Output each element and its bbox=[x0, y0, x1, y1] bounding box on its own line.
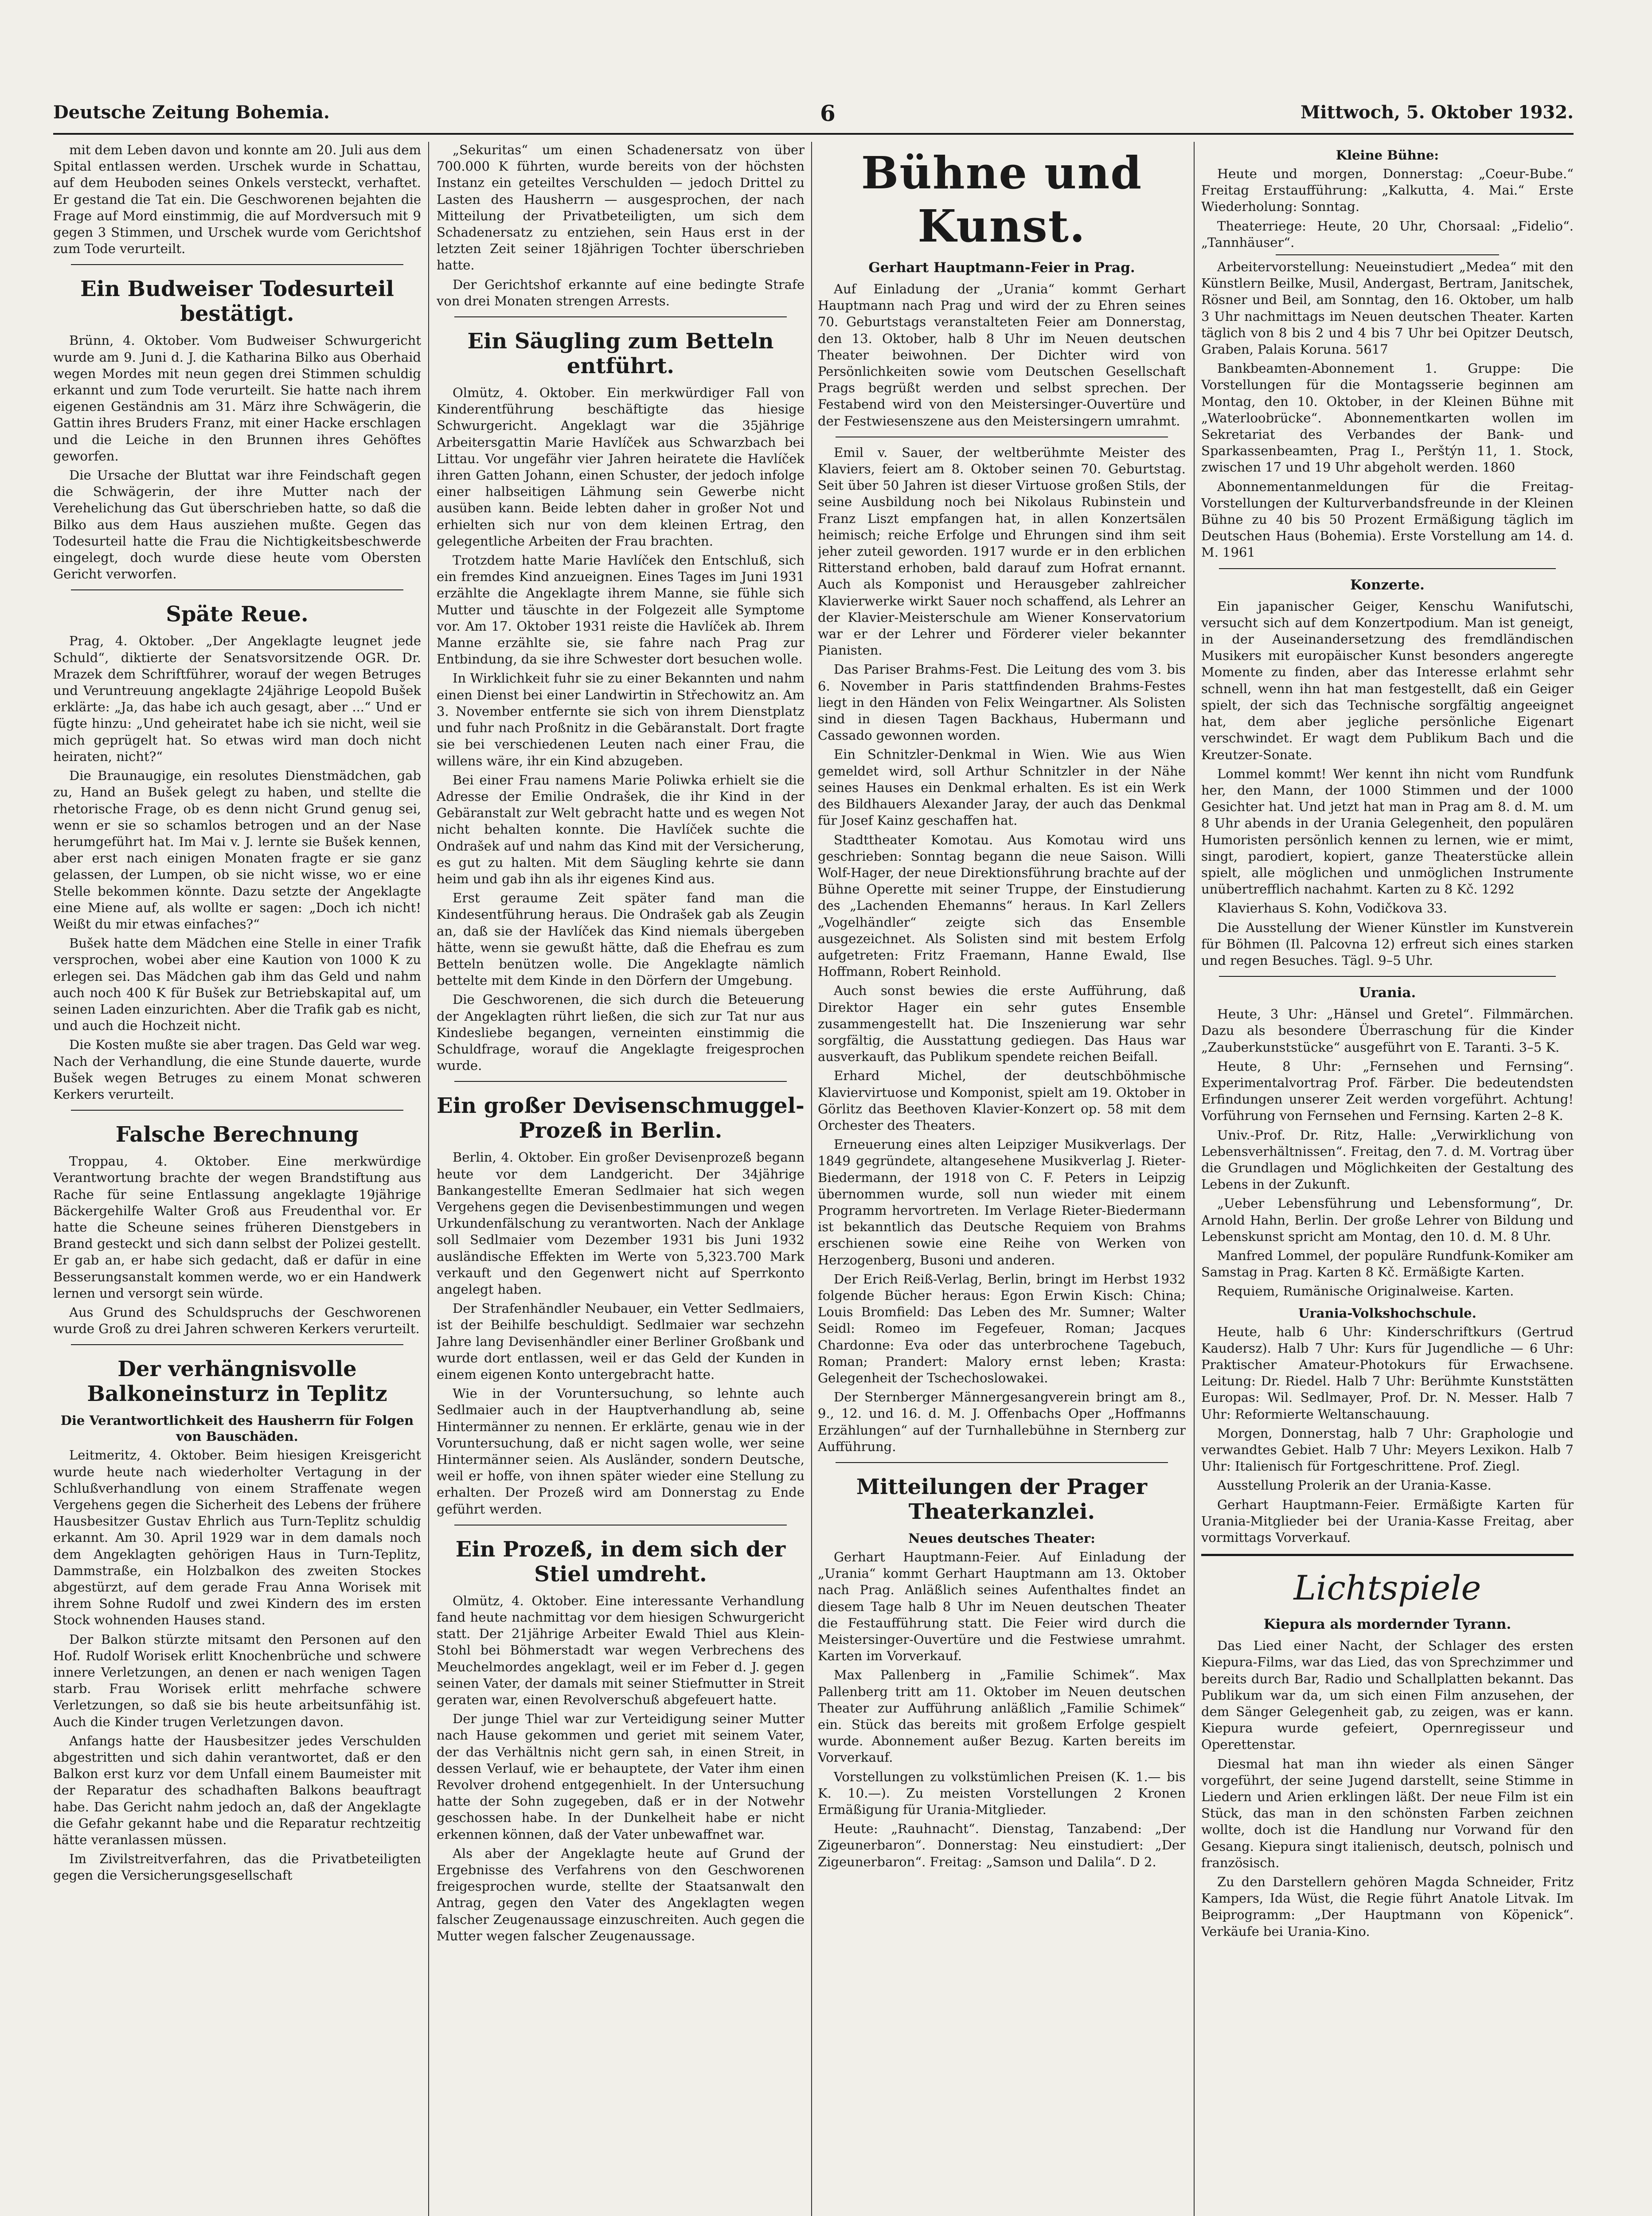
article-text: Die Braunaugige, ein resolutes Dienstmädchen, gab zu, Hand an Bušek gelegt zu haben, und stellte die rhetorische Frage, ob es denn nicht Grund genug sei, wenn er sie so schamlos betrogen und an der Nase herumgeführt hat. Im Mai v. J. lernte sie Bušek kennen, aber erst nach einigen Monaten fragte er sie ganz gelassen, der Lumpen, ob sie nicht wisse, wo er eine Stelle bekommen könnte. Dazu setzte der Angeklagte eine Miene auf, als wollte er sagen: „Doch ich nicht! Weißt du mir etwas einfaches?“ bbox=[53, 768, 421, 932]
article-text: Das Lied einer Nacht, der Schlager des ersten Kiepura-Films, war das Lied, das von Sprechzimmer und bereits durch Bar, Radio und Schallplatten bekannt. Das Publikum war da, um sich einen Film anzusehen, der dem Sänger Gelegenheit gab, zu zeigen, was er kann. Kiepura wurde gefeiert, Opernregisseur und Operettenstar. bbox=[1201, 1638, 1574, 1752]
section-title: Lichtspiele bbox=[1293, 1568, 1481, 1608]
column-divider bbox=[811, 142, 812, 2216]
article-text: Ausstellung Prolerik an der Urania-Kasse. bbox=[1217, 1478, 1492, 1493]
short-divider bbox=[1276, 254, 1499, 255]
article-text: Klavierhaus S. Kohn, Vodičkova 33. bbox=[1217, 901, 1447, 916]
article-text: Der junge Thiel war zur Verteidigung seiner Mutter nach Hause gekommen und geriet mit seinem Vater, der das Verhältnis nicht gern sah, in einen Streit, in dessen Verlauf, wie er behauptete, der Vater ihm einen Revolver drohend entgegenhielt. In der Untersuchung hatte der Sohn zugegeben, daß er in der Notwehr geschossen habe. In der Dunkelheit habe er nicht erkennen können, daß der Vater unbewaffnet war. bbox=[437, 1711, 805, 1842]
article-text: Der Erich Reiß-Verlag, Berlin, bringt im Herbst 1932 folgende Bücher heraus: Egon Erwin Kisch: China; Louis Bromfield: Das Leben des Mr. Sumner; Walter Seidl: Romeo im Fegefeuer, Roman; Jacques Chardonne: Eva oder das unterbrochene Tagebuch, Roman; Prandert: Malory ernst leben; Krasta: Gelegenheit der Tschechoslowakei. bbox=[818, 1271, 1186, 1385]
article-text: Bušek hatte dem Mädchen eine Stelle in einer Trafik versprochen, wobei aber eine Kaution von 1000 K zu erlegen sei. Das Mädchen gab ihm das Geld und nahm auch noch 400 K für Bušek zur Betriebskapital auf, um seinen Laden einzurichten. Aber die Trafik gab es nicht, und auch die Hochzeit nicht. bbox=[53, 936, 421, 1034]
article-text: Heute, halb 6 Uhr: Kinderschriftkurs (Gertrud Kaudersz). Halb 7 Uhr: Kurs für Jugendliche — 6 Uhr: Praktischer Amateur-Photokurs für Erwachsene. Leitung: Dr. Riedel. Halb 7 Uhr: Berühmte Kunststätten Europas: Wil. Sedlmayer, Prof. Dr. N. Messer. Halb 7 Uhr: Reformierte Weltanschauung. bbox=[1201, 1324, 1574, 1422]
article-text: Arbeitervorstellung: Neueinstudiert „Medea“ mit den Künstlern Beilke, Musil, Andergast, Bertram, Janitschek, Rösner und Beil, am Sonntag, den 16. Oktober, um halb 3 Uhr nachmittags im Neuen deutschen Theater. Karten täglich von 8 bis 2 und 4 bis 7 Uhr bei Opitzer Deutsch, Graben, Palais Koruna. 5617 bbox=[1201, 259, 1574, 357]
article-text: Troppau, 4. Oktober. Eine merkwürdige Verantwortung brachte der wegen Brandstiftung aus Rache für seine Entlassung angeklagte 19jährige Bäckergehilfe Walter Groß aus Freudenthal vor. Er hatte die Scheune seines früheren Dienstgebers in Brand gesteckt und sich dann selbst der Polizei gestellt. Er gab an, er habe sich gedacht, daß er dafür in eine Besserungsanstalt kommen werde, wo er ein Handwerk lernen und versorgt sein würde. bbox=[53, 1154, 421, 1301]
article-divider bbox=[71, 264, 403, 265]
article-divider bbox=[454, 316, 787, 317]
article-divider bbox=[1219, 976, 1556, 977]
article-text: Lommel kommt! Wer kennt ihn nicht vom Rundfunk her, den Mann, der 1000 Stimmen und der 1000 Gesichter hat. Und jetzt hat man in Prag am 8. d. M. um 8 Uhr abends in der Urania Gelegenheit, den populären Humoristen persönlich kennen zu lernen, wie er mimt, singt, parodiert, kopiert, ganze Theaterstücke allein spielt, alle möglichen und unmöglichen Instrumente unübertrefflich nachahmt. Karten zu 8 Kč. 1292 bbox=[1201, 766, 1574, 897]
column-divider bbox=[1194, 142, 1195, 2216]
article-subheading: Urania-Volkshochschule. bbox=[1298, 1305, 1476, 1321]
page-header bbox=[53, 102, 1574, 133]
article-text: Die Ausstellung der Wiener Künstler im Kunstverein für Böhmen (Il. Palcovna 12) erfreut sich eines starken und regen Besuches. Tägl. 9–5 Uhr. bbox=[1201, 920, 1574, 968]
article-text: Leitmeritz, 4. Oktober. Beim hiesigen Kreisgericht wurde heute nach wiederholter Vertagung in der Schlußverhandlung von einem Straffenate wegen Vergehens gegen die Sicherheit des Lebens der frühere Hausbesitzer Gustav Ehrlich aus Turn-Teplitz schuldig erkannt. Am 30. April 1929 war in dem damals noch dem Angeklagten gehörigen Haus in Turn-Teplitz, Dammstraße, ein Holzbalkon des zweiten Stockes abgestürzt, auf dem gerade Frau Anna Worisek mit ihrem Sohne Rudolf und zwei Kindern des im ersten Stock wohnenden Hauses stand. bbox=[53, 1447, 421, 1628]
article-text: Auf Einladung der „Urania“ kommt Gerhart Hauptmann nach Prag und wird der zu Ehren seines 70. Geburtstags veranstalteten Feier am Donnerstag, den 13. Oktober, halb 8 Uhr im Neuen deutschen Theater beiwohnen. Der Dichter wird von Persönlichkeiten sowie vom Deutschen Gesellschaft Prags begrüßt werden und selbst sprechen. Der Festabend wird von den Meistersinger-Ouvertüre und der Festwiesenszene aus den Meistersingern umrahmt. bbox=[818, 281, 1186, 429]
article-divider bbox=[71, 1110, 403, 1111]
article-text: Ein Schnitzler-Denkmal in Wien. Wie aus Wien gemeldet wird, soll Arthur Schnitzler in der Nähe seines Hauses ein Denkmal erhalten. Es ist ein Werk des Bildhauers Alexander Jaray, der auch das Denkmal für Josef Kainz geschaffen hat. bbox=[818, 747, 1186, 828]
article-text: Der Gerichtshof erkannte auf eine bedingte Strafe von drei Monaten strengen Arrests. bbox=[437, 277, 805, 308]
article-text: Anfangs hatte der Hausbesitzer jedes Verschulden abgestritten und sich dahin verantwortet, daß er den Balkon erst kurz vor dem Unfall einem Baumeister mit der Reparatur des schadhaften Balkons beauftragt habe. Das Gericht nahm jedoch an, daß der Angeklagte die Gefahr gekannt habe und die Reparatur rechtzeitig hätte veranlassen müssen. bbox=[53, 1733, 421, 1848]
article-text: Bankbeamten-Abonnement 1. Gruppe: Die Vorstellungen für die Montagsserie beginnen am Montag, den 10. Oktober, in der Kleinen Bühne mit „Waterloobrücke“. Abonnementkarten wollen im Sekretariat des Verbandes der Bank- und Sparkassenbeamten, Prag I., Perštýn 11, 1. Stock, zwischen 17 und 19 Uhr abgeholt werden. 1860 bbox=[1201, 361, 1574, 475]
article-text: Erneuerung eines alten Leipziger Musikverlags. Der 1849 gegründete, altangesehene Musikverlag J. Rieter-Biedermann, der 1918 von C. F. Peters in Leipzig übernommen wurde, soll nun wieder mit einem Programm hervortreten. Im Verlage Rieter-Biedermann ist bekanntlich das Deutsche Requiem von Brahms erschienen sowie eine Reihe von Werken von Herzogenberg, Busoni und anderen. bbox=[818, 1137, 1186, 1268]
article-text: Olmütz, 4. Oktober. Eine interessante Verhandlung fand heute nachmittag vor dem hiesigen Schwurgericht statt. Der 21jährige Arbeiter Ewald Thiel aus Klein-Stohl bei Böhmerstadt war wegen Verbrechens des Meuchelmordes angeklagt, weil er im Feber d. J. gegen seinen Vater, der damals mit seiner Stiefmutter in Streit geraten war, einen Revolverschuß abgefeuert hatte. bbox=[437, 1593, 805, 1708]
column-4 bbox=[1201, 142, 1574, 2216]
article-text: Auch sonst bewies die erste Aufführung, daß Direktor Hager ein sehr gutes Ensemble zusammengestellt hat. Die Inszenierung war sehr sorgfältig, die Ausstattung gediegen. Das Haus war ausverkauft, das Publikum spendete reichen Beifall. bbox=[818, 983, 1186, 1065]
article-text: Aus Grund des Schuldspruchs der Geschworenen wurde Groß zu drei Jahren schweren Kerkers verurteilt. bbox=[53, 1304, 421, 1337]
article-heading: Falsche Berechnung bbox=[115, 1122, 359, 1147]
article-divider bbox=[454, 1081, 787, 1082]
article-subheading: Neues deutsches Theater: bbox=[908, 1531, 1095, 1546]
article-subheading: Kleine Bühne: bbox=[1336, 148, 1439, 163]
article-subheading: Die Verantwortlichkeit des Hausherrn für Folgen von Bauschäden. bbox=[60, 1413, 414, 1444]
article-text: Die Kosten mußte sie aber tragen. Das Geld war weg. Nach der Verhandlung, die eine Stunde dauerte, wurde Bušek wegen Betruges zu einem Monat schweren Kerkers verurteilt. bbox=[53, 1037, 421, 1102]
article-text: Emil v. Sauer, der weltberühmte Meister des Klaviers, feiert am 8. Oktober seinen 70. Geburtstag. Seit über 50 Jahren ist dieser Virtuose großen Stils, der seine Ausbildung noch bei Nikolaus Rubinstein und Franz Liszt empfangen hat, in allen Konzertsälen heimisch; reiche Erfolge und Ehrungen sind ihm seit jeher zuteil geworden. 1917 wurde er in den erblichen Ritterstand erhoben, bald darauf zum Hofrat ernannt. Auch als Komponist und Herausgeber zahlreicher Klavierwerke wirkt Sauer noch schaffend, als Lehrer an der Klavier-Meisterschule am Wiener Konservatorium war er der Lehrer und Förderer vieler bekannter Pianisten. bbox=[818, 445, 1186, 658]
article-heading: Ein großer Devisenschmuggel-Prozeß in Berlin. bbox=[437, 1093, 805, 1143]
article-divider bbox=[836, 1462, 1168, 1463]
article-text: Gerhart Hauptmann-Feier. Auf Einladung der „Urania“ kommt Gerhart Hauptmann am 13. Oktober nach Prag. Anläßlich seines Aufenthaltes findet an diesem Tage halb 8 Uhr im Neuen deutschen Theater die Festaufführung statt. Die Feier wird durch die Meistersinger-Ouvertüre und die Festwiese umrahmt. Karten im Vorverkauf. bbox=[818, 1549, 1186, 1664]
article-heading: Späte Reue. bbox=[166, 602, 309, 627]
article-text: Heute, 3 Uhr: „Hänsel und Gretel“. Filmmärchen. Dazu als besondere Überraschung für die Kinder „Zauberkunststücke“ ausgeführt von E. Taranti. 3–5 K. bbox=[1201, 1007, 1574, 1055]
article-text: Abonnementanmeldungen für die Freitag-Vorstellungen der Kulturverbandsfreunde in der Kleinen Bühne zu 40 bis 50 Prozent Ermäßigung täglich im Deutschen Haus (Bohemia). Erste Vorstellung am 14. d. M. 1961 bbox=[1201, 479, 1574, 560]
article-divider bbox=[71, 1344, 403, 1345]
article-text: Im Zivilstreitverfahren, das die Privatbeteiligten gegen die Versicherungsgesellschaft bbox=[53, 1851, 421, 1883]
column-1 bbox=[53, 142, 421, 2216]
article-text: Requiem, Rumänische Originalweise. Karten. bbox=[1217, 1284, 1514, 1299]
article-text: Ein japanischer Geiger, Kenschu Wanifutschi, versucht sich auf dem Konzertpodium. Man ist geneigt, in der Auseinandersetzung des fremdländischen Musikers mit europäischer Kunst besonders angeregte Momente zu finden, aber das Interesse erlahmt sehr schnell, wenn ihn hat man festgestellt, daß ein Geiger spielt, der sich das Technische sorgfältig angeeignet hat, dem aber jegliche persönliche Eigenart verschwindet. Er wagt dem Publikum Bach und die Kreutzer-Sonate. bbox=[1201, 598, 1574, 762]
article-text: Morgen, Donnerstag, halb 7 Uhr: Graphologie und verwandtes Gebiet. Halb 7 Uhr: Meyers Lexikon. Halb 7 Uhr: Italienisch für Fortgeschrittene. Prof. Ziegl. bbox=[1201, 1425, 1574, 1474]
article-heading: Urania. bbox=[1359, 985, 1416, 1001]
newspaper-title: Deutsche Zeitung Bohemia. bbox=[53, 102, 330, 123]
article-text: Univ.-Prof. Dr. Ritz, Halle: „Verwirklichung von Lebensverhältnissen“. Freitag, den 7. d. M. Vortrag über die Grundlagen und Möglichkeiten der Gestaltung des Lebens in der Zukunft. bbox=[1201, 1127, 1574, 1192]
article-text: Die Ursache der Bluttat war ihre Feindschaft gegen die Schwägerin, der ihre Mutter nach der Verehelichung das Gut überschrieben hatte, so daß die Bilko aus dem Haus ausziehen mußte. Gegen das Todesurteil hatte die Frau die Nichtigkeitsbeschwerde eingelegt, doch wurde diese heute vom Obersten Gericht verworfen. bbox=[53, 468, 421, 582]
article-divider bbox=[1219, 568, 1556, 569]
article-text: In Wirklichkeit fuhr sie zu einer Bekannten und nahm einen Dienst bei einer Landwirtin in Střechowitz an. Am 3. November entfernte sie sich von ihrem Dienstplatz und fuhr nach Proßnitz in die Gebäranstalt. Dort fragte sie bei verschiedenen Leuten nach einer Frau, die willens wäre, ihr ein Kind abzugeben. bbox=[437, 671, 805, 769]
article-heading: Der verhängnisvolle Balkoneinsturz in Teplitz bbox=[87, 1357, 387, 1407]
article-text: Wie in der Voruntersuchung, so lehnte auch Sedlmaier auch in der Hauptverhandlung ab, seine Hintermänner zu nennen. Er erklärte, genau wie in der Voruntersuchung, daß er nicht sagen wolle, wer seine Hintermänner seien. Als Ausländer, sondern Deutsche, weil er hoffe, von ihnen später wieder eine Stellung zu erhalten. Der Prozeß wird am Donnerstag zu Ende geführt werden. bbox=[437, 1386, 805, 1517]
article-text: mit dem Leben davon und konnte am 20. Juli aus dem Spital entlassen werden. Urschek wurde in Schattau, auf dem Heuboden seines Onkels versteckt, verhaftet. Er gestand die Tat ein. Die Geschworenen bejahten die Frage auf Mord einstimmig, die auf Mordversuch mit 9 gegen 3 Stimmen, und Urschek wurde vom Gerichtshof zum Tode verurteilt. bbox=[53, 142, 421, 257]
article-text: Theaterriege: Heute, 20 Uhr, Chorsaal: „Fidelio“. „Tannhäuser“. bbox=[1201, 218, 1574, 250]
article-text: Heute: „Rauhnacht“. Dienstag, Tanzabend: „Der Zigeunerbaron“. Donnerstag: Neu einstudiert: „Der Zigeunerbaron“. Freitag: „Samson und Dalila“. D 2. bbox=[818, 1821, 1186, 1869]
article-text: „Ueber Lebensführung und Lebensformung“, Dr. Arnold Hahn, Berlin. Der große Lehrer von Bildung und Lebenskunst spricht am Montag, den 10. d. M. 8 Uhr. bbox=[1201, 1196, 1574, 1244]
article-divider bbox=[71, 589, 403, 590]
article-text: Berlin, 4. Oktober. Ein großer Devisenprozeß begann heute vor dem Landgericht. Der 34jährige Bankangestellte Emeran Sedlmaier hat sich wegen Vergehens gegen die Devisenbestimmungen und wegen Urkundenfälschung zu verantworten. Nach der Anklage soll Sedlmaier vom Dezember 1931 bis Juni 1932 ausländische Effekten im Werte von 5,323.700 Mark verkauft und den Gegenwert nicht auf Sperrkonto angelegt haben. bbox=[437, 1150, 805, 1297]
article-heading: Ein Säugling zum Betteln entführt. bbox=[467, 329, 774, 379]
article-text: Manfred Lommel, der populäre Rundfunk-Komiker am Samstag in Prag. Karten 8 Kč. Ermäßigte Karten. bbox=[1201, 1248, 1574, 1280]
article-text: Trotzdem hatte Marie Havlíček den Entschluß, sich ein fremdes Kind anzueignen. Eines Tages im Juni 1931 erzählte die Angeklagte ihrem Manne, sie fühle sich Mutter und täuschte in der Folgezeit alle Symptome vor. Am 17. Oktober 1931 reiste die Havlíček ab. Ihrem Manne erzählte sie, sie fahre nach Prag zur Entbindung, da sie ihre Schwester dort besuchen wolle. bbox=[437, 553, 805, 667]
column-2 bbox=[437, 142, 805, 2216]
article-text: Olmütz, 4. Oktober. Ein merkwürdiger Fall von Kinderentführung beschäftigte das hiesige Schwurgericht. Angeklagt war die 35jährige Arbeitersgattin Marie Havlíček aus Schwarzbach bei Littau. Vor ungefähr vier Jahren heiratete die Havlíček ihren Gatten Johann, einen Schuster, der jedoch infolge einer halbseitigen Lähmung sein Gewerbe nicht ausüben kann. Beide lebten daher in großer Not und erhielten sich nur von dem kleinen Ertrag, den gelegentliche Arbeiten der Frau brachten. bbox=[437, 385, 805, 549]
article-text: Bei einer Frau namens Marie Poliwka erhielt sie die Adresse der Emilie Ondrašek, die ihr Kind in der Gebäranstalt zur Welt gebracht hatte und es wegen Not nicht behalten konnte. Die Havlíček suchte die Ondrašek auf und nahm das Kind mit der Versicherung, es gut zu halten. Mit dem Säugling kehrte sie dann heim und gab ihn als ihr eigenes Kind aus. bbox=[437, 772, 805, 886]
article-text: Stadttheater Komotau. Aus Komotau wird uns geschrieben: Sonntag begann die neue Saison. Willi Wolf-Hager, der neue Direktionsführung brachte auf der Bühne Operette mit seiner Truppe, der Einstudierung des „Lachenden Ehemanns“ heraus. In Karl Zellers „Vogelhändler“ zeigte sich das Ensemble ausgezeichnet. Als Solisten sind mit bestem Erfolg aufgetreten: Fritz Fraemann, Hanne Ewald, Ilse Hoffmann, Robert Reinhold. bbox=[818, 832, 1186, 979]
article-text: Max Pallenberg in „Familie Schimek“. Max Pallenberg tritt am 11. Oktober im Neuen deutschen Theater zur Aufführung anläßlich „Familie Schimek“ ein. Stück das bereits mit großem Erfolge gespielt wurde. Abonnement außer Bezug. Karten bereits im Vorverkauf. bbox=[818, 1667, 1186, 1765]
column-divider bbox=[428, 142, 429, 2216]
article-text: Der Sternberger Männergesangverein bringt am 8., 9., 12. und 16. d. M. J. Offenbachs Oper „Hoffmanns Erzählungen“ auf der Turnhallebühne in Sternberg zur Aufführung. bbox=[818, 1389, 1186, 1454]
article-heading: Ein Prozeß, in dem sich der Stiel umdreht. bbox=[455, 1537, 786, 1587]
article-text: Brünn, 4. Oktober. Vom Budweiser Schwurgericht wurde am 9. Juni d. J. die Katharina Bilko aus Oberhaid wegen Mordes mit neun gegen drei Stimmen schuldig erkannt und zum Tode verurteilt. Sie hatte nach ihrem eigenen Geständnis am 31. März ihre Schwägerin, die Gattin ihres Bruders Franz, mit einer Hacke erschlagen und die Leiche in den Brunnen ihres Gehöftes geworfen. bbox=[53, 333, 421, 464]
article-text: Zu den Darstellern gehören Magda Schneider, Fritz Kampers, Ida Wüst, die Regie führt Anatole Litvak. Im Beiprogramm: „Der Hauptmann von Köpenick“. Verkäufe bei Urania-Kino. bbox=[1201, 1874, 1574, 1939]
section-title: Bühne und Kunst. bbox=[861, 147, 1143, 252]
page-number: 6 bbox=[820, 100, 836, 126]
header-rule bbox=[53, 133, 1574, 135]
article-text: Heute, 8 Uhr: „Fernsehen und Fernsing“. Experimentalvortrag Prof. Färber. Die bedeutendsten Erfindungen unserer Zeit werden vorgeführt. Achtung! Vorführung von Fernsehen und Fernsing. Karten 2–8 K. bbox=[1201, 1058, 1574, 1124]
article-text: Das Pariser Brahms-Fest. Die Leitung des vom 3. bis 6. November in Paris stattfindenden Brahms-Festes liegt in den Händen von Felix Weingartner. Als Solisten sind in diesen Tagen Backhaus, Hubermann und Cassado gewonnen worden. bbox=[818, 662, 1186, 743]
article-text: Gerhart Hauptmann-Feier. Ermäßigte Karten für Urania-Mitglieder bei der Urania-Kasse Freitag, aber vormittags Vorverkauf. bbox=[1201, 1497, 1574, 1545]
article-text: Als aber der Angeklagte heute auf Grund der Ergebnisse des Verfahrens von den Geschworenen freigesprochen wurde, stellte der Staatsanwalt den Antrag, gegen den Vater des Angeklagten wegen falscher Zeugenaussage einzuschreiten. Auch gegen die Mutter wegen falscher Zeugenaussage. bbox=[437, 1845, 805, 1943]
issue-date: Mittwoch, 5. Oktober 1932. bbox=[1301, 102, 1574, 123]
article-text: Erst geraume Zeit später fand man die Kindesentführung heraus. Die Ondrašek gab als Zeugin an, daß sie der Havlíček das Kind niemals übergeben hätte, wenn sie gewußt hätte, daß die Ehefrau es zum Betteln benützen wolle. Die Angeklagte nämlich bettelte mit dem Kinde in den Dörfern der Umgebung. bbox=[437, 890, 805, 988]
article-heading: Mitteilungen der Prager Theaterkanzlei. bbox=[856, 1475, 1148, 1525]
article-heading: Gerhart Hauptmann-Feier in Prag. bbox=[868, 260, 1135, 276]
article-text: Heute und morgen, Donnerstag: „Coeur-Bube.“ Freitag Erstaufführung: „Kalkutta, 4. Mai.“ Erste Wiederholung: Sonntag. bbox=[1201, 166, 1574, 215]
column-3 bbox=[818, 142, 1186, 2216]
article-text: Diesmal hat man ihn wieder als einen Sänger vorgeführt, der seine Jugend darstellt, seine Stimme in Liedern und Arien erklingen läßt. Der neue Film ist ein Stück, das man in den schönsten Farben zeichnen wollte, doch ist die Handlung nur Vorwand für den Gesang. Kiepura singt italienisch, deutsch, polnisch und französisch. bbox=[1201, 1756, 1574, 1870]
article-text: Prag, 4. Oktober. „Der Angeklagte leugnet jede Schuld“, diktierte der Senatsvorsitzende OGR. Dr. Mrazek dem Schriftführer, worauf der wegen Betruges und Veruntreuung angeklagte 24jährige Leopold Bušek erklärte: „Ja, das habe ich auch gesagt, aber ...“ Und er fügte hinzu: „Und geheiratet habe ich sie nicht, weil sie mich geprügelt hat. So etwas wird man doch nicht heiraten, nicht?“ bbox=[53, 633, 421, 764]
article-heading: Kiepura als mordernder Tyrann. bbox=[1263, 1616, 1511, 1633]
section-rule bbox=[1201, 1554, 1574, 1556]
article-text: Die Geschworenen, die sich durch die Beteuerung der Angeklagten rührt ließen, die sich zur Tat nur aus Kindesliebe begangen, verneinten einstimmig die Schuldfrage, worauf die Angeklagte freigesprochen wurde. bbox=[437, 992, 805, 1073]
article-text: Vorstellungen zu volkstümlichen Preisen (K. 1.— bis K. 10.—). Zu meisten Vorstellungen 2 Kronen Ermäßigung für Urania-Mitglieder. bbox=[818, 1769, 1186, 1818]
article-text: Der Balkon stürzte mitsamt den Personen auf den Hof. Rudolf Worisek erlitt Knochenbrüche und schwere innere Verletzungen, an denen er nach wenigen Tagen starb. Frau Worisek erlitt mehrfache schwere Verletzungen, so daß sie bis heute arbeitsunfähig ist. Auch die Kinder trugen Verletzungen davon. bbox=[53, 1631, 421, 1729]
article-text: Der Strafenhändler Neubauer, ein Vetter Sedlmaiers, ist der Beihilfe beschuldigt. Sedlmaier war sechzehn Jahre lang Devisenhändler einer Berliner Großbank und wurde dort entlassen, weil er das Geld der Kunden in einem eigenen Konto untergebracht hatte. bbox=[437, 1301, 805, 1382]
article-text: „Sekuritas“ um einen Schadenersatz von über 700.000 K führten, wurde bereits von der höchsten Instanz ein geteiltes Verschulden — jedoch Drittel zu Lasten des Hausherrn — ausgesprochen, der nach Mitteilung der Privatbeteiligten, um sich dem Schadenersatz zu entziehen, sein Haus erst in der letzten Zeit seiner 18jährigen Tochter überschrieben hatte. bbox=[437, 142, 805, 273]
article-text: Erhard Michel, der deutschböhmische Klaviervirtuose und Komponist, spielt am 19. Oktober in Görlitz das Beethoven Klavier-Konzert op. 58 mit dem Orchester des Theaters. bbox=[818, 1068, 1186, 1133]
article-heading: Konzerte. bbox=[1350, 577, 1425, 593]
article-heading: Ein Budweiser Todesurteil bestätigt. bbox=[80, 277, 394, 327]
